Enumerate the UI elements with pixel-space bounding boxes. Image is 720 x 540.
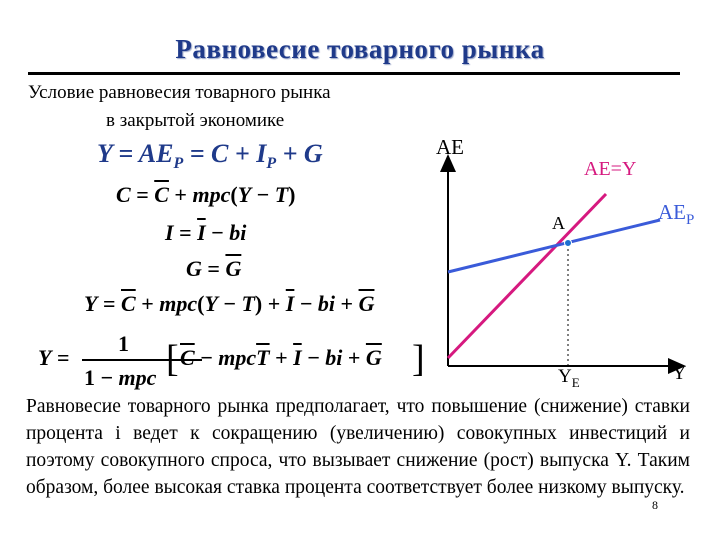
ae-y-line: [448, 194, 606, 358]
x-axis-label: Y: [672, 362, 687, 384]
investment-equation: $I = \overline{I}$ − bi: [165, 220, 247, 245]
combined-equation: $Y = \overline{C} + mpc(Y - T) + \overline{I}$ − bi + $\overline{G}$: [84, 291, 375, 316]
main-equation: $Y = AE_P = C + I_P + G$: [97, 139, 323, 173]
aep-label: $AE_P$: [658, 200, 695, 229]
page-number: 8: [652, 498, 658, 512]
equilibrium-point: [565, 240, 572, 247]
condition-line-1: Условие равновесия товарного рынка: [28, 82, 331, 103]
explanation-paragraph: Равновесие товарного рынка предполагает, что повышение (снижение) ставки процента i ведет к сокращению (увеличению) совокупных инвестиций и поэтому совокупного спроса, что вызывает снижение (рост) выпуска Y. Таким образом, более высокая ставка процента соответствует более низкому выпуску.: [26, 396, 690, 498]
ae-y-label: AE=Y: [584, 158, 637, 180]
y-axis-label: AE: [436, 135, 464, 159]
slide-title: Равновесие товарного рынка: [175, 34, 545, 64]
consumption-equation: $C = \overline{C} + mpc(Y - T)$: [116, 182, 296, 207]
condition-line-2: в закрытой экономике: [106, 110, 285, 131]
equilibrium-output-label: $Y_E$: [558, 366, 580, 390]
point-a-label: A: [552, 213, 565, 233]
government-equation: $G = \overline{G}$: [186, 256, 242, 281]
